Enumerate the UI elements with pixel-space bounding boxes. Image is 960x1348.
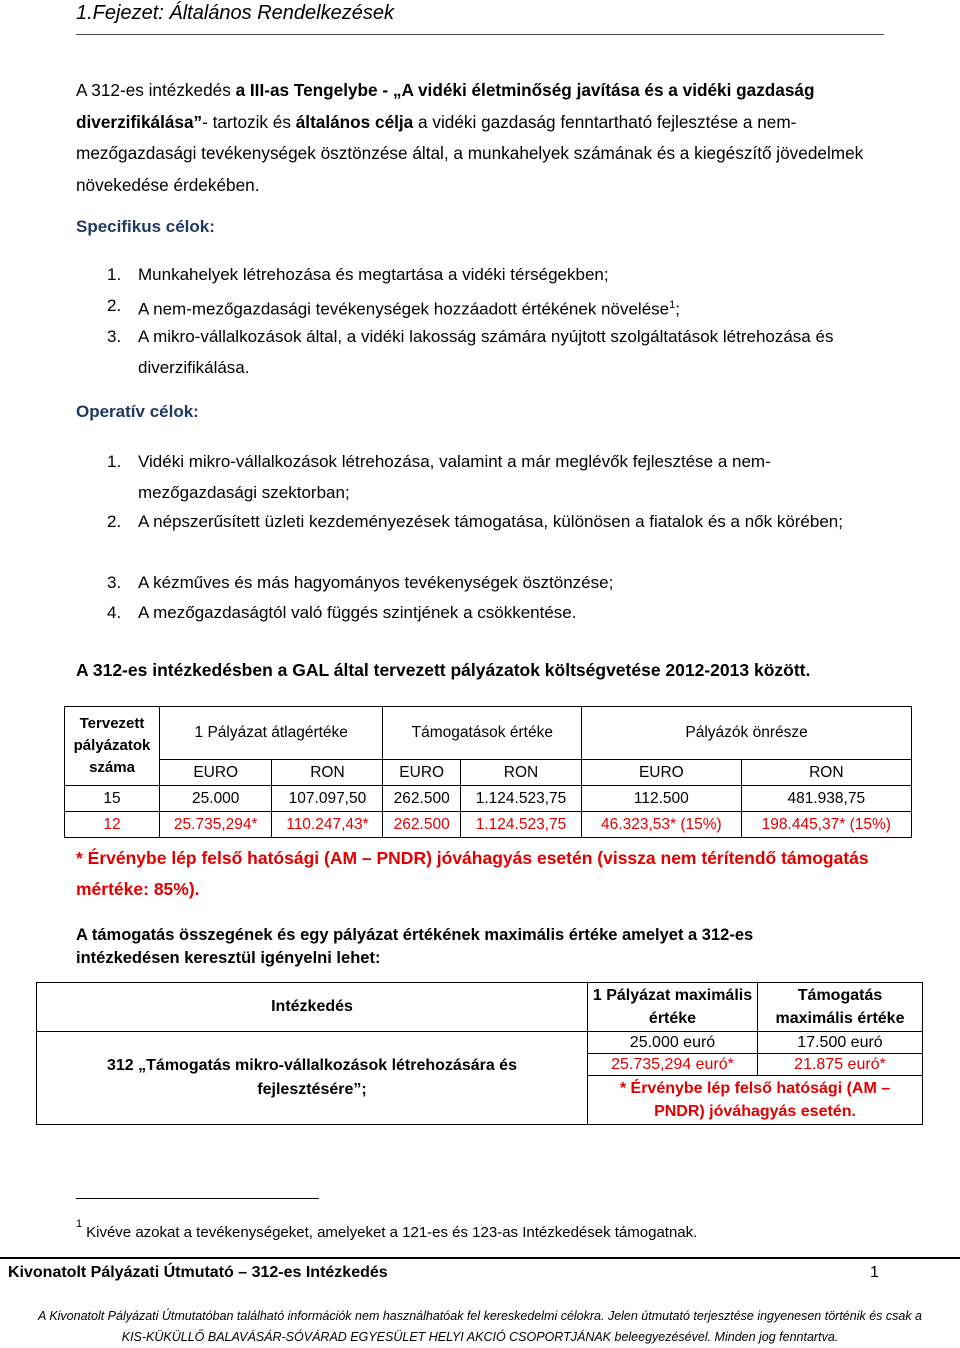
table-cell: 25.735,294 euró* xyxy=(588,1054,758,1076)
specific-goals-heading: Specifikus célok: xyxy=(76,217,215,236)
column-header: Pályázók önrésze xyxy=(582,707,912,760)
disclaimer: A Kivonatolt Pályázati Útmutatóban található információk nem használhatóak fel kereskedelmi célokra. Jelen útmutató terjesztése ingyenesen történik és csak a KIS-KÜKÜLLŐ BALAVÁSÁR-SÓVÁRAD EGYESÜLET HELYI AKCIÓ CSOPORTJÁNAK beleegyezésével. Minden jog fenntartva. xyxy=(37,1309,923,1344)
table-cell: 1.124.523,75 xyxy=(460,812,581,838)
table-cell: 110.247,43* xyxy=(272,812,383,838)
table-cell: 262.500 xyxy=(383,812,460,838)
table-cell: 25.735,294* xyxy=(160,812,272,838)
table-cell: 25.000 xyxy=(160,786,272,812)
currency-header: RON xyxy=(741,760,911,786)
list-item: 3. A mikro-vállalkozások által, a vidéki lakosság számára nyújtott szolgáltatások létrehozása és diverzifikálása. xyxy=(107,327,834,377)
budget-table xyxy=(64,706,912,838)
chapter-title: 1.Fejezet: Általános Rendelkezések xyxy=(76,2,394,24)
budget-heading: A 312-es intézkedésben a GAL által tervezett pályázatok költségvetése 2012-2013 között. xyxy=(76,660,811,680)
table-cell: 481.938,75 xyxy=(741,786,911,812)
column-header: Intézkedés xyxy=(37,983,588,1032)
currency-header: RON xyxy=(460,760,581,786)
intro-paragraph: A 312-es intézkedés a III-as Tengelybe - „A vidéki életminőség javítása és a vidéki gazdaság diverzifikálása”- tartozik és általános célja a vidéki gazdaság fenntartható fejlesztése a nem-mezőgazdasági tevékenységek ösztönzése által, a munkahelyek számának és a kiegészítő jövedelmek növekedése érdekében. xyxy=(76,80,864,195)
max-heading: A támogatás összegének és egy pályázat értékének maximális értéke amelyet a 312-es intézkedésen keresztül igényelni lehet: xyxy=(76,926,754,967)
column-header: Tervezett pályázatok száma xyxy=(65,707,160,786)
column-header: 1 Pályázat maximális értéke xyxy=(588,983,758,1032)
list-item: 1. Vidéki mikro-vállalkozások létrehozása, valamint a már meglévők fejlesztése a nem-mezőgazdasági szektorban; xyxy=(107,452,771,502)
page-number: 1 xyxy=(870,1264,879,1281)
currency-header: EURO xyxy=(582,760,741,786)
table-cell: 21.875 euró* xyxy=(758,1054,923,1076)
budget-note: * Érvénybe lép felső hatósági (AM – PNDR) jóváhagyás esetén (vissza nem térítendő támogatás mértéke: 85%). xyxy=(76,848,869,899)
table-row xyxy=(65,812,912,838)
table-cell: 198.445,37* (15%) xyxy=(741,812,911,838)
table-cell: 15 xyxy=(65,786,160,812)
footer-title: Kivonatolt Pályázati Útmutató – 312-es Intézkedés xyxy=(8,1264,388,1281)
list-item: 2. A nem-mezőgazdasági tevékenységek hozzáadott értékének növelése$^1$; xyxy=(107,296,680,319)
heading-divider xyxy=(76,34,884,35)
table-row xyxy=(65,786,912,812)
table-cell: 112.500 xyxy=(582,786,741,812)
table-cell: 46.323,53* (15%) xyxy=(582,812,741,838)
max-note: * Érvénybe lép felső hatósági (AM – PNDR) jóváhagyás esetén. xyxy=(588,1076,923,1125)
table-cell: 107.097,50 xyxy=(272,786,383,812)
column-header: Támogatások értéke xyxy=(383,707,582,760)
column-header: 1 Pályázat átlagértéke xyxy=(160,707,383,760)
currency-header: RON xyxy=(272,760,383,786)
table-cell: 262.500 xyxy=(383,786,460,812)
footer-divider xyxy=(0,1257,960,1259)
currency-header: EURO xyxy=(160,760,272,786)
max-value-table xyxy=(36,982,923,1125)
footnote: $^1$ Kivéve azokat a tevékenységeket, amelyeket a 121-es és 123-as Intézkedések támogatnak. xyxy=(76,1218,698,1241)
list-item: 4. A mezőgazdaságtól való függés szintjének a csökkentése. xyxy=(107,603,577,622)
measure-cell: 312 „Támogatás mikro-vállalkozások létrehozására és fejlesztésére”; xyxy=(37,1032,588,1125)
list-item: 2. A népszerűsített üzleti kezdeményezések támogatása, különösen a fiatalok és a nők körében; xyxy=(107,512,843,531)
column-header: Támogatás maximális értéke xyxy=(758,983,923,1032)
table-cell: 12 xyxy=(65,812,160,838)
list-item: 1. Munkahelyek létrehozása és megtartása a vidéki térségekben; xyxy=(107,265,609,284)
operative-goals-heading: Operatív célok: xyxy=(76,402,199,421)
table-cell: 17.500 euró xyxy=(758,1032,923,1054)
table-cell: 25.000 euró xyxy=(588,1032,758,1054)
currency-header: EURO xyxy=(383,760,460,786)
table-cell: 1.124.523,75 xyxy=(460,786,581,812)
list-item: 3. A kézműves és más hagyományos tevékenységek ösztönzése; xyxy=(107,573,614,592)
footnote-divider xyxy=(76,1198,319,1199)
